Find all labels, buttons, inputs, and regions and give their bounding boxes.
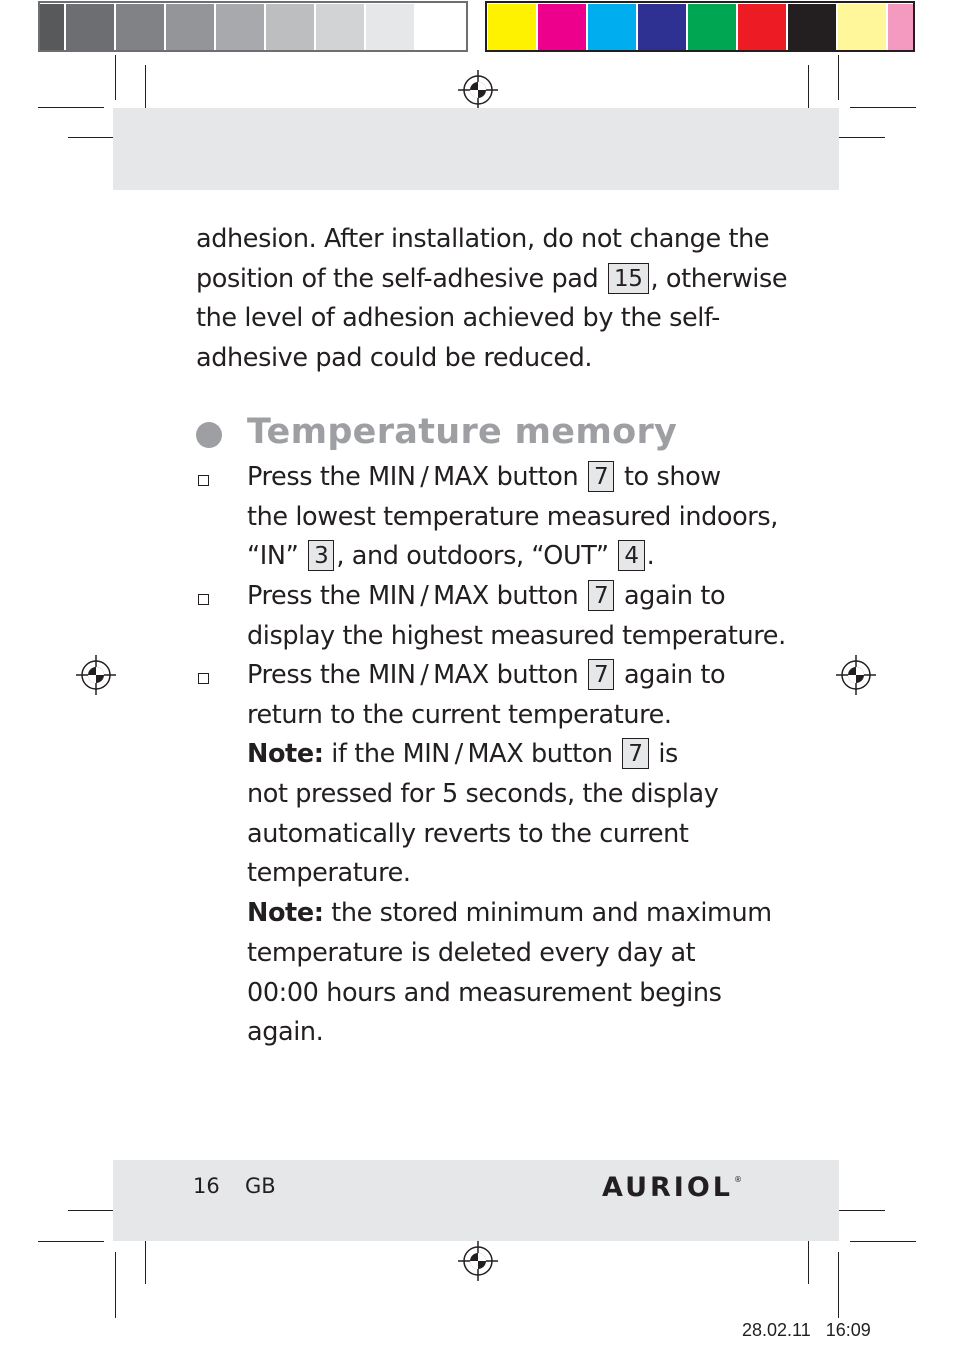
list-item (247, 458, 777, 577)
color-bar-frame (485, 1, 915, 52)
part-reference-badge: 7 (588, 659, 614, 690)
text-line: Press the MIN / MAX button 7 again to (247, 581, 726, 611)
heading-bullet-icon (196, 422, 222, 448)
text-line: temperature. (247, 858, 411, 889)
list-item (247, 577, 786, 656)
text-line: “IN” 3 , and outdoors, “OUT” 4 . (247, 541, 655, 572)
text-line: Press the MIN / MAX button 7 again to (247, 660, 726, 690)
print-timestamp: 28.02.11 16:09 (742, 1320, 871, 1340)
text-line: return to the current temperature. (247, 699, 672, 730)
note-block (247, 735, 777, 894)
text-line: Note: the stored minimum and maximum (247, 898, 772, 929)
registration-mark-icon (76, 655, 116, 695)
note-label: Note: (247, 739, 324, 770)
header-band (113, 108, 839, 190)
text-line: display the highest measured temperature. (247, 620, 786, 651)
square-bullet-icon (198, 594, 209, 605)
text-line: Press the MIN / MAX button 7 to show (247, 462, 721, 492)
note-label: Note: (247, 898, 324, 929)
square-bullet-icon (198, 673, 209, 684)
section-heading: Temperature memory (247, 412, 678, 452)
part-reference-badge: 3 (308, 540, 334, 571)
text-line: adhesive pad could be reduced. (196, 343, 593, 374)
registration-mark-icon (458, 1241, 498, 1281)
text-line: again. (247, 1017, 324, 1048)
note-block (247, 894, 777, 1053)
text-line: not pressed for 5 seconds, the display (247, 779, 719, 810)
page-number: 16 (193, 1174, 220, 1198)
registration-mark-icon (836, 655, 876, 695)
part-reference-badge: 7 (588, 461, 614, 492)
text-line: position of the self-adhesive pad 15 , otherwise (196, 263, 788, 294)
part-reference-badge: 15 (608, 263, 648, 294)
text-line: 00:00 hours and measurement begins (247, 977, 722, 1008)
list-item (247, 656, 777, 1053)
language-code: GB (245, 1174, 276, 1198)
grayscale-bar-frame (38, 1, 468, 52)
text-line: Note: if the MIN / MAX button 7 is (247, 739, 678, 770)
text-line: temperature is deleted every day at (247, 937, 696, 968)
text-line: the level of adhesion achieved by the self- (196, 303, 720, 334)
registration-mark-icon (458, 70, 498, 110)
square-bullet-icon (198, 475, 209, 486)
part-reference-badge: 7 (588, 580, 614, 611)
text-line: adhesion. After installation, do not change the (196, 224, 770, 254)
brand-logo: AURIOL® (602, 1172, 742, 1203)
part-reference-badge: 4 (618, 540, 644, 571)
text-line: the lowest temperature measured indoors, (247, 501, 778, 532)
text-line: automatically reverts to the current (247, 818, 689, 849)
intro-paragraph (196, 220, 788, 379)
part-reference-badge: 7 (622, 738, 648, 769)
